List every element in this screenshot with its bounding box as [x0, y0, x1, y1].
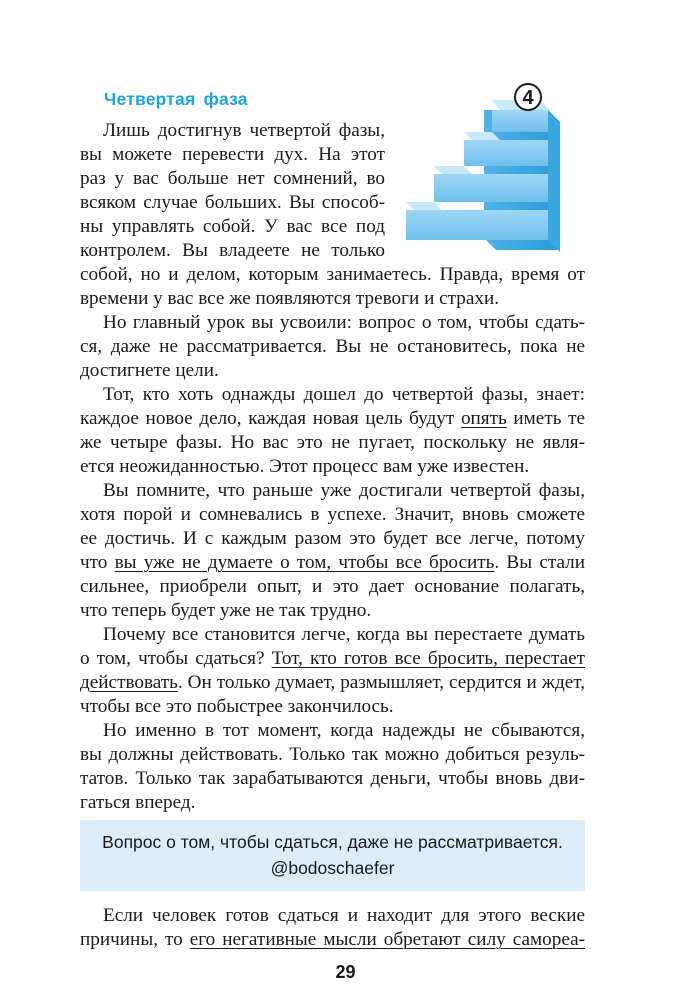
p1-line-8: времени у вас все же появляются тревоги и страхи. [80, 288, 500, 309]
p1-line-6: контролем. Вы владеете не только [80, 240, 385, 261]
p5-underlined-phrase: Тот, кто готов все бросить, перестает [271, 648, 585, 669]
phase-number-text: 4 [522, 87, 534, 109]
p4-line-4 [80, 551, 585, 575]
p7-line-2-text: причины, то [80, 929, 190, 950]
p6-line-2: вы должны действовать. Только так можно добиться резуль- [80, 744, 585, 765]
p1-line-2: вы можете перевести дух. На этот [80, 144, 385, 165]
stair-step-3 [464, 140, 548, 166]
p5-line-4: чтобы все это побыстрее закончилось. [80, 696, 394, 717]
p1-line-5: ны управлять собой. У вас все под [80, 216, 385, 237]
quote-box [80, 820, 585, 891]
p3-line-1: Тот, кто хоть однажды дошел до четвертой фазы, знает: [103, 384, 585, 405]
quote-handle: @bodoschaefer [270, 858, 395, 878]
p3-line-4: ется неожиданностью. Этот процесс вам уже известен. [80, 456, 530, 477]
p2-line-2: ся, даже не рассматривается. Вы не остановитесь, пока не [80, 336, 585, 357]
p3-underlined-phrase: опять [460, 408, 507, 429]
p4-line-1: Вы помните, что раньше уже достигали четвертой фазы, [103, 480, 585, 501]
p4-line-4-tail: . Вы стали [494, 552, 585, 573]
p6-line-1: Но именно в тот момент, когда надежды не сбываются, [103, 720, 585, 741]
stair-step-1-top [406, 202, 442, 210]
p3-line-3: же четыре фазы. Но вас это не пугает, поскольку не явля- [80, 432, 585, 453]
p6-line-3: татов. Только так зарабатываются деньги, чтобы вновь дви- [80, 768, 585, 789]
stair-step-2 [434, 174, 548, 202]
stair-step-4 [492, 110, 548, 132]
p5-line-2-text: о том, чтобы сдаться? [80, 648, 272, 669]
p4-line-4-text: что [80, 552, 115, 573]
p6-line-4: гаться вперед. [80, 792, 196, 813]
p7-line-2 [80, 928, 585, 952]
section-heading: Четвертая фаза [104, 89, 248, 109]
p4-line-2: хотя порой и сомневались в успехе. Значит, вновь сможете [80, 504, 585, 525]
p1-line-4: всяком случае больших. Вы способ- [80, 192, 385, 213]
p4-line-6: что теперь будет уже не так трудно. [80, 600, 372, 621]
p4-line-5: сильнее, приобрели опыт, и это дает основание полагать, [80, 576, 585, 597]
p4-underlined-phrase: вы уже не думаете о том, чтобы все бросить [114, 552, 495, 573]
p3-line-2-tail: иметь те [506, 408, 586, 429]
stair-step-1 [406, 210, 548, 240]
p5-line-3-tail: . Он только думает, размышляет, сердится и ждет, [177, 672, 585, 693]
p3-line-2 [80, 407, 585, 431]
p5-line-3 [80, 671, 585, 695]
p5-line-1: Почему все становится легче, когда вы перестаете думать [103, 624, 585, 645]
p3-line-2-text: каждое новое дело, каждая новая цель будут [80, 408, 461, 429]
page-number: 29 [335, 962, 356, 982]
p1-line-7: собой, но и делом, которым занимаетесь. Правда, время от [80, 264, 585, 285]
p4-line-3: ее достичь. И с каждым разом это будет все легче, потому [80, 528, 585, 549]
quote-text: Вопрос о том, чтобы сдаться, даже не рассматривается. [102, 832, 563, 852]
stair-step-2-top [434, 166, 472, 174]
staircase-icon [400, 80, 560, 256]
p5-underlined-word: действовать [80, 672, 178, 693]
p5-line-2 [80, 647, 585, 671]
p1-line-3: раз у вас больше нет сомнений, во [80, 168, 385, 189]
p2-line-3: достигнете цели. [80, 360, 219, 381]
p2-line-1: Но главный урок вы усвоили: вопрос о том, чтобы сдать- [103, 312, 585, 333]
p7-underlined-phrase: его негативные мысли обретают силу самореа- [189, 929, 586, 950]
p1-line-1: Лишь достигнув четвертой фазы, [103, 120, 385, 141]
p7-line-1: Если человек готов сдаться и находит для этого веские [103, 905, 585, 926]
